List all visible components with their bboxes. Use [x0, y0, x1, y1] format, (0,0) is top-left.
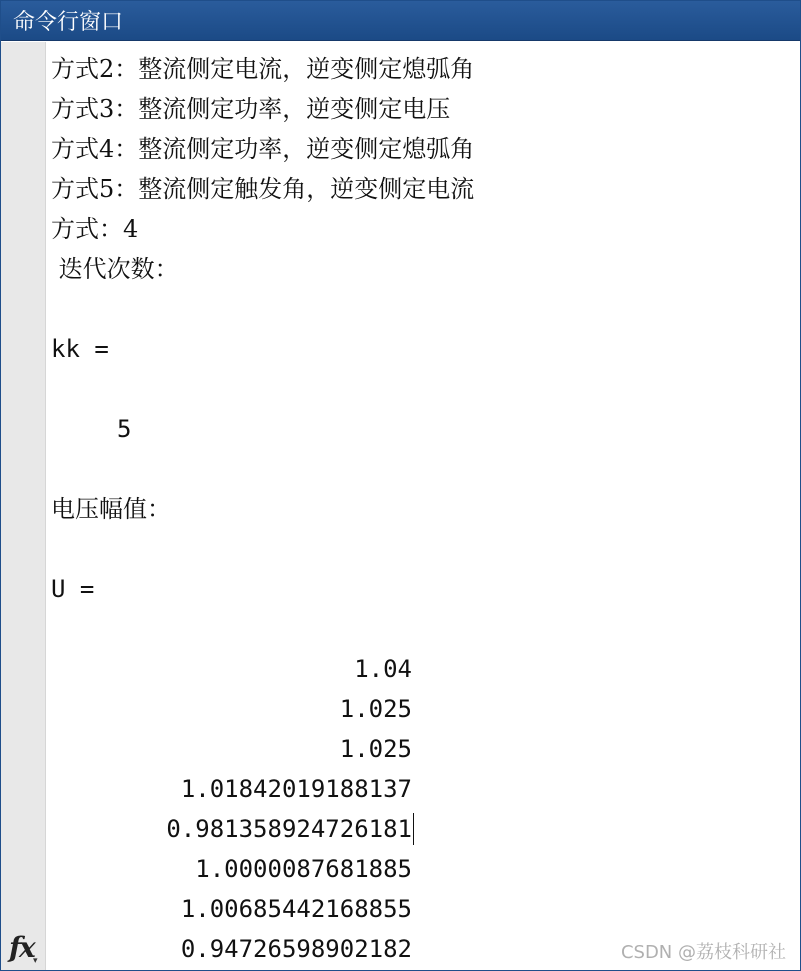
u-value: 1.0000087681885: [195, 855, 412, 883]
variable-name-kk: kk =: [51, 335, 109, 363]
window-title: 命令行窗口: [13, 10, 124, 35]
u-value: 0.94726598902182: [180, 935, 412, 963]
u-value: 1.01842019188137: [180, 775, 412, 803]
console-line: 方式2：整流侧定电流，逆变侧定熄弧角: [51, 55, 475, 83]
u-value: 1.00685442168855: [180, 895, 412, 923]
title-bar: [1, 1, 800, 41]
fx-function-icon[interactable]: fx: [9, 931, 34, 964]
watermark: CSDN @荔枝科研社: [620, 942, 786, 963]
console-line: 方式4：整流侧定功率，逆变侧定熄弧角: [51, 135, 475, 163]
console-line: 电压幅值：: [51, 495, 171, 523]
console-line: 方式5：整流侧定触发角，逆变侧定电流: [51, 175, 475, 203]
console-line: 方式3：整流侧定功率，逆变侧定电压: [51, 95, 451, 123]
console-output[interactable]: [49, 51, 800, 970]
u-value: 1.025: [339, 735, 412, 763]
console-line: 方式：4: [51, 215, 139, 243]
left-gutter: [1, 42, 46, 970]
variable-value-kk: 5: [117, 415, 132, 443]
u-value: 1.025: [339, 695, 412, 723]
u-value: 1.04: [354, 655, 412, 683]
u-value: 0.981358924726181: [166, 815, 412, 843]
console-line: 迭代次数：: [51, 255, 179, 283]
variable-name-U: U =: [51, 575, 95, 603]
text-cursor: [413, 813, 414, 845]
fx-dropdown-caret[interactable]: ▾: [33, 956, 38, 966]
